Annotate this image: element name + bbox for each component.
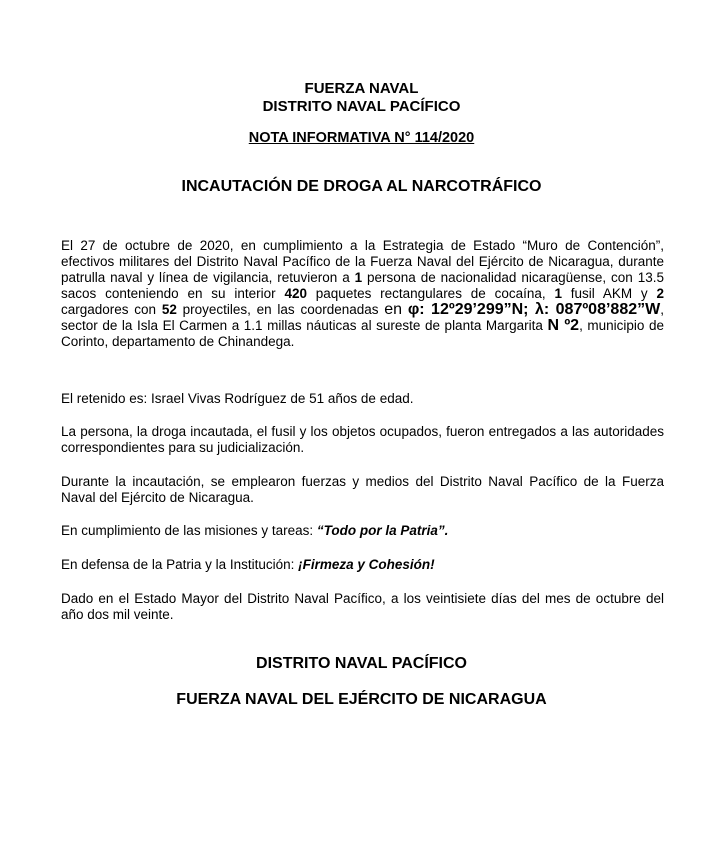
p1-text-6: proyectiles, en las coordenadas (176, 302, 385, 317)
document-title: INCAUTACIÓN DE DROGA AL NARCOTRÁFICO (181, 178, 542, 195)
p5-text: En cumplimiento de las misiones y tareas: (61, 523, 317, 538)
p1-text-8: , municipio de Corinto, departamento de Chinandega. (61, 318, 664, 349)
paragraph-handover: La persona, la droga incautada, el fusil y los objetos ocupados, fueron entregados a las autoridades correspondientes para su judicialización. (61, 424, 664, 455)
p1-text-5: cargadores con (61, 302, 162, 317)
p1-count-rounds: 52 (161, 302, 177, 317)
p1-count-magazines: 2 (656, 286, 664, 301)
footer-line-1: DISTRITO NAVAL PACÍFICO (256, 655, 467, 672)
header-line-2: DISTRITO NAVAL PACÍFICO (262, 98, 461, 115)
p5-motto: “Todo por la Patria”. (316, 523, 449, 538)
p1-coordinates: φ: 12º29’299”N; λ: 087º08’882”W (407, 301, 661, 318)
paragraph-defense (61, 557, 664, 573)
p1-text-7: , sector de la Isla El Carmen a 1.1 millas náuticas al sureste de planta Margarita (61, 302, 664, 333)
p6-text: En defensa de la Patria y la Institución: (61, 557, 299, 572)
p1-count-persons: 1 (354, 270, 363, 285)
paragraph-mission (61, 523, 664, 539)
p6-motto: ¡Firmeza y Cohesión! (298, 557, 435, 572)
header-line-1: FUERZA NAVAL (304, 80, 419, 97)
nota-number: NOTA INFORMATIVA N° 114/2020 (248, 130, 475, 146)
paragraph-forces: Durante la incautación, se emplearon fuerzas y medios del Distrito Naval Pacífico de la Fuerza Naval del Ejército de Nicaragua. (61, 474, 664, 505)
p1-text-1: El 27 de octubre de 2020, en cumplimiento a la Estrategia de Estado “Muro de Contención”, efectivos militares del Distrito Naval Pacífico de la Fuerza Naval del Ejército de Nicaragua, durante patrulla naval y línea de vigilancia, retuvieron a (61, 238, 664, 285)
p1-text-2: persona de nacionalidad nicaragüense, con 13.5 sacos conteniendo en su interior (61, 270, 664, 301)
p1-text-4: fusil AKM y (561, 286, 657, 301)
paragraph-given: Dado en el Estado Mayor del Distrito Naval Pacífico, a los veintisiete días del mes de octubre del año dos mil veinte. (61, 591, 664, 622)
footer-line-2: FUERZA NAVAL DEL EJÉRCITO DE NICARAGUA (176, 691, 547, 708)
paragraph-detainee: El retenido es: Israel Vivas Rodríguez de 51 años de edad. (61, 391, 414, 406)
header-block (0, 80, 723, 116)
paragraph-main (61, 238, 664, 350)
p1-plant-number: N º2 (547, 317, 580, 334)
p1-text-3: paquetes rectangulares de cocaína, (306, 286, 555, 301)
p1-count-packages: 420 (284, 286, 307, 301)
p1-count-rifle: 1 (554, 286, 562, 301)
nota-informativa (0, 130, 723, 146)
p1-en: en (384, 301, 403, 318)
